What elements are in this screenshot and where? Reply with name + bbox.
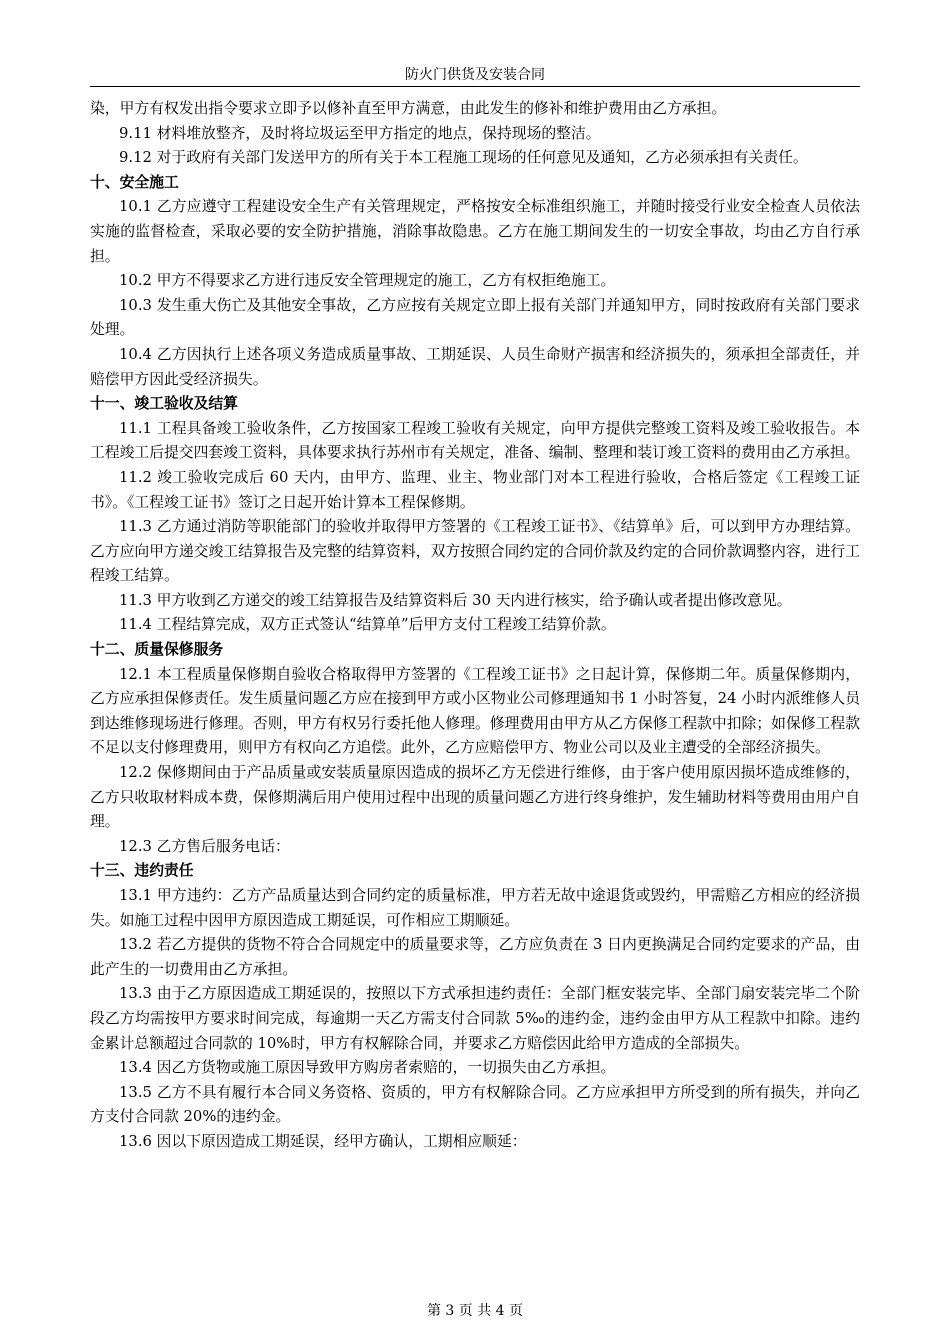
clause-13-2: 13.2 若乙方提供的货物不符合合同规定中的质量要求等，乙方应负责在 3 日内更换满足合同约定要求的产品，由此产生的一切费用由乙方承担。 <box>90 936 860 978</box>
section-heading-12: 十二、质量保修服务 <box>90 641 224 659</box>
section-heading-13: 十三、违约责任 <box>90 862 194 880</box>
section-heading-11: 十一、竣工验收及结算 <box>90 395 238 413</box>
clause-9-11: 9.11 材料堆放整齐，及时将垃圾运至甲方指定的地点，保持现场的整洁。 <box>119 124 601 142</box>
clause-12-1: 12.1 本工程质量保修期自验收合格取得甲方签署的《工程竣工证书》之日起计算，保修期二年。质量保修期内，乙方应承担保修责任。发生质量问题乙方应在接到甲方或小区物业公司修理通知书 1 小时答复，24 小时内派维修人员到达维修现场进行修理。否则，甲方有权另行委托他人修理。修理费用由甲方从乙方保修工程款中扣除；如保修工程款不足以支付修理费用，则甲方有权向乙方追偿。此外，乙方应赔偿甲方、物业公司以及业主遭受的全部经济损失。 <box>90 665 860 757</box>
page-number: 第 3 页 共 4 页 <box>426 1303 524 1319</box>
clause-9-12: 9.12 对于政府有关部门发送甲方的所有关于本工程施工现场的任何意见及通知，乙方必须承担有关责任。 <box>119 149 808 167</box>
clause-12-2: 12.2 保修期间由于产品质量或安装质量原因造成的损坏乙方无偿进行维修，由于客户使用原因损坏造成维修的，乙方只收取材料成本费，保修期满后用户使用过程中出现的质量问题乙方进行终身维护，发生辅助材料等费用由用户自理。 <box>90 764 860 831</box>
clause-13-5: 13.5 乙方不具有履行本合同义务资格、资质的，甲方有权解除合同。乙方应承担甲方所受到的所有损失，并向乙方支付合同款 20%的违约金。 <box>90 1083 860 1126</box>
clause-10-4: 10.4 乙方因执行上述各项义务造成质量事故、工期延误、人员生命财产损害和经济损失的，须承担全部责任，并赔偿甲方因此受经济损失。 <box>90 345 860 388</box>
clause-10-3: 10.3 发生重大伤亡及其他安全事故，乙方应按有关规定立即上报有关部门并通知甲方，同时按政府有关部门要求处理。 <box>90 296 860 339</box>
clause-11-1: 11.1 工程具备竣工验收条件，乙方按国家工程竣工验收有关规定，向甲方提供完整竣工资料及竣工验收报告。本工程竣工后提交四套竣工资料，具体要求执行苏州市有关规定，准备、编制、整理和装订竣工资料的费用由乙方承担。 <box>90 419 860 462</box>
clause-10-1: 10.1 乙方应遵守工程建设安全生产有关管理规定，严格按安全标准组织施工，并随时接受行业安全检查人员依法实施的监督检查，采取必要的安全防护措施，消除事故隐患。乙方在施工期间发生的一切安全事故，均由乙方自行承担。 <box>90 198 860 265</box>
page-header-title: 防火门供货及安装合同 <box>405 67 545 83</box>
clause-13-1: 13.1 甲方违约：乙方产品质量达到合同约定的质量标准，甲方若无故中途退货或毁约，甲需赔乙方相应的经济损失。如施工过程中因甲方原因造成工期延误，可作相应工期顺延。 <box>90 887 860 929</box>
clause-10-2: 10.2 甲方不得要求乙方进行违反安全管理规定的施工，乙方有权拒绝施工。 <box>119 272 616 290</box>
paragraph: 染，甲方有权发出指令要求立即予以修补直至甲方满意，由此发生的修补和维护费用由乙方承担。 <box>90 100 727 117</box>
clause-11-4: 11.4 工程结算完成，双方正式签认“结算单”后甲方支付工程竣工结算价款。 <box>119 616 616 634</box>
clause-13-4: 13.4 因乙方货物或施工原因导致甲方购房者索赔的，一切损失由乙方承担。 <box>119 1059 616 1077</box>
clause-13-3: 13.3 由于乙方原因造成工期延误的，按照以下方式承担违约责任：全部门框安装完毕、全部门扇安装完毕二个阶段乙方均需按甲方要求时间完成，每逾期一天乙方需支付合同款 5‰的违约金，违约金由甲方从工程款中扣除。违约金累计总额超过合同款的 10%时，甲方有权解除合同，并要求乙方赔偿因此给甲方造成的全部损失。 <box>90 985 860 1052</box>
clause-11-3-a: 11.3 乙方通过消防等职能部门的验收并取得甲方签署的《工程竣工证书》、《结算单》后，可以到甲方办理结算。乙方应向甲方递交竣工结算报告及完整的结算资料，双方按照合同约定的合同价款及约定的合同价款调整内容，进行工程竣工结算。 <box>90 518 860 585</box>
clause-11-3-b: 11.3 甲方收到乙方递交的竣工结算报告及结算资料后 30 天内进行核实，给予确认或者提出修改意见。 <box>119 591 792 609</box>
section-heading-10: 十、安全施工 <box>90 173 179 191</box>
document-body <box>90 97 860 1155</box>
clause-11-2: 11.2 竣工验收完成后 60 天内，由甲方、监理、业主、物业部门对本工程进行验收，合格后签定《工程竣工证书》。《工程竣工证书》签订之日起开始计算本工程保修期。 <box>90 468 860 511</box>
header-divider <box>90 86 860 87</box>
clause-12-3: 12.3 乙方售后服务电话： <box>119 837 290 855</box>
clause-13-6: 13.6 因以下原因造成工期延误，经甲方确认，工期相应顺延： <box>119 1132 527 1150</box>
